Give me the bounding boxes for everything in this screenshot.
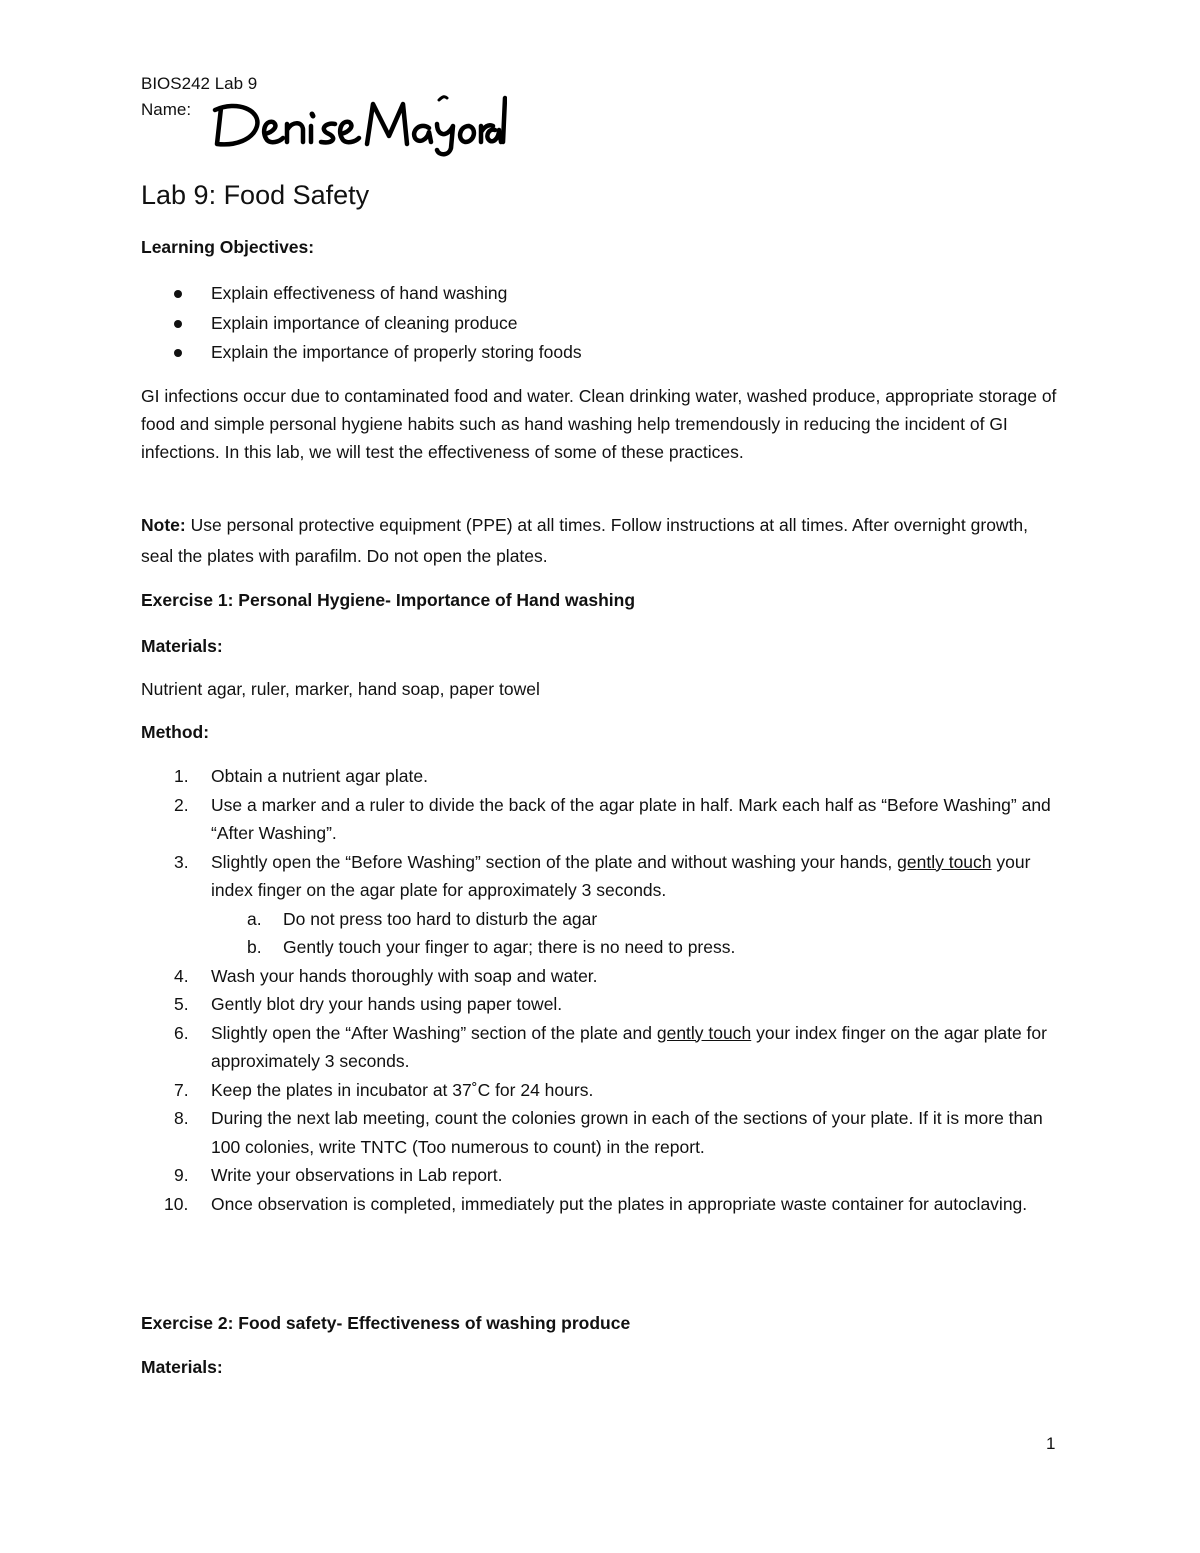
list-item: 4. Wash your hands thoroughly with soap and water.: [174, 965, 598, 986]
handwritten-signature: [207, 86, 507, 158]
underlined-text: gently touch: [656, 1022, 752, 1043]
list-item: a. Do not press too hard to disturb the agar: [247, 908, 598, 929]
list-item: Explain importance of cleaning produce: [141, 310, 582, 340]
note-text: Use personal protective equipment (PPE) at all times. Follow instructions at all times. After overnight growth, seal the plates with parafilm. Do not open the plates.: [141, 515, 1029, 566]
method-steps-list: [141, 762, 1061, 1218]
bullet-icon: [174, 290, 182, 298]
exercise-2-materials-heading: Materials:: [141, 1357, 223, 1377]
intro-paragraph: GI infections occur due to contaminated food and water. Clean drinking water, washed produce, appropriate storage of food and simple personal hygiene habits such as hand washing help tremendously in reducing the incident of GI infections. In this lab, we will test the effectiveness of some of these practices.: [141, 386, 1057, 463]
list-item: 7. Keep the plates in incubator at 37˚C for 24 hours.: [174, 1079, 594, 1100]
exercise-1-materials-heading: Materials:: [141, 636, 223, 656]
learning-objectives-heading: Learning Objectives:: [141, 237, 315, 257]
course-header: BIOS242 Lab 9: [141, 74, 258, 93]
list-item: 5. Gently blot dry your hands using paper towel.: [174, 994, 563, 1014]
list-item: Explain the importance of properly storing foods: [141, 339, 582, 369]
list-item: 10. Once observation is completed, immediately put the plates in appropriate waste container for autoclaving.: [164, 1193, 1028, 1214]
list-item: 8. During the next lab meeting, count the colonies grown in each of the sections of your plate. If it is more than 100 colonies, write TNTC (Too numerous to count) in the report.: [174, 1108, 1043, 1157]
name-label: Name:: [141, 100, 192, 119]
page-title: Lab 9: Food Safety: [141, 180, 370, 210]
exercise-1-heading: Exercise 1: Personal Hygiene- Importance of Hand washing: [141, 590, 636, 610]
note-label: Note:: [141, 515, 186, 535]
sub-steps-list: [211, 905, 1061, 962]
learning-objectives-list: [141, 280, 582, 369]
underlined-text: gently touch: [897, 851, 992, 872]
exercise-1-method-heading: Method:: [141, 722, 210, 742]
list-item: Explain effectiveness of hand washing: [141, 280, 582, 310]
exercise-1-materials: Nutrient agar, ruler, marker, hand soap, paper towel: [141, 679, 540, 699]
list-item: 6. Slightly open the “After Washing” section of the plate and gently touch your index finger on the agar plate for approximately 3 seconds.: [174, 1022, 1047, 1071]
list-item: 2. Use a marker and a ruler to divide the back of the agar plate in half. Mark each half as “Before Washing” and “After Washing”.: [174, 794, 1051, 843]
bullet-icon: [174, 320, 182, 328]
list-item: 3. Slightly open the “Before Washing” section of the plate and without washing your hands, gently touch your index finger on the agar plate for approximately 3 seconds. a. Do not press too hard to disturb the agar b. Gently touch your finger to agar; there is no need to press.: [141, 848, 1061, 962]
list-item: b. Gently touch your finger to agar; there is no need to press.: [247, 937, 736, 957]
page-number: 1: [1046, 1434, 1056, 1453]
list-item: 9. Write your observations in Lab report.: [174, 1165, 503, 1185]
list-item: 1. Obtain a nutrient agar plate.: [174, 766, 428, 786]
bullet-icon: [174, 349, 182, 357]
exercise-2-heading: Exercise 2: Food safety- Effectiveness of washing produce: [141, 1313, 631, 1333]
note-paragraph: [141, 510, 1061, 572]
